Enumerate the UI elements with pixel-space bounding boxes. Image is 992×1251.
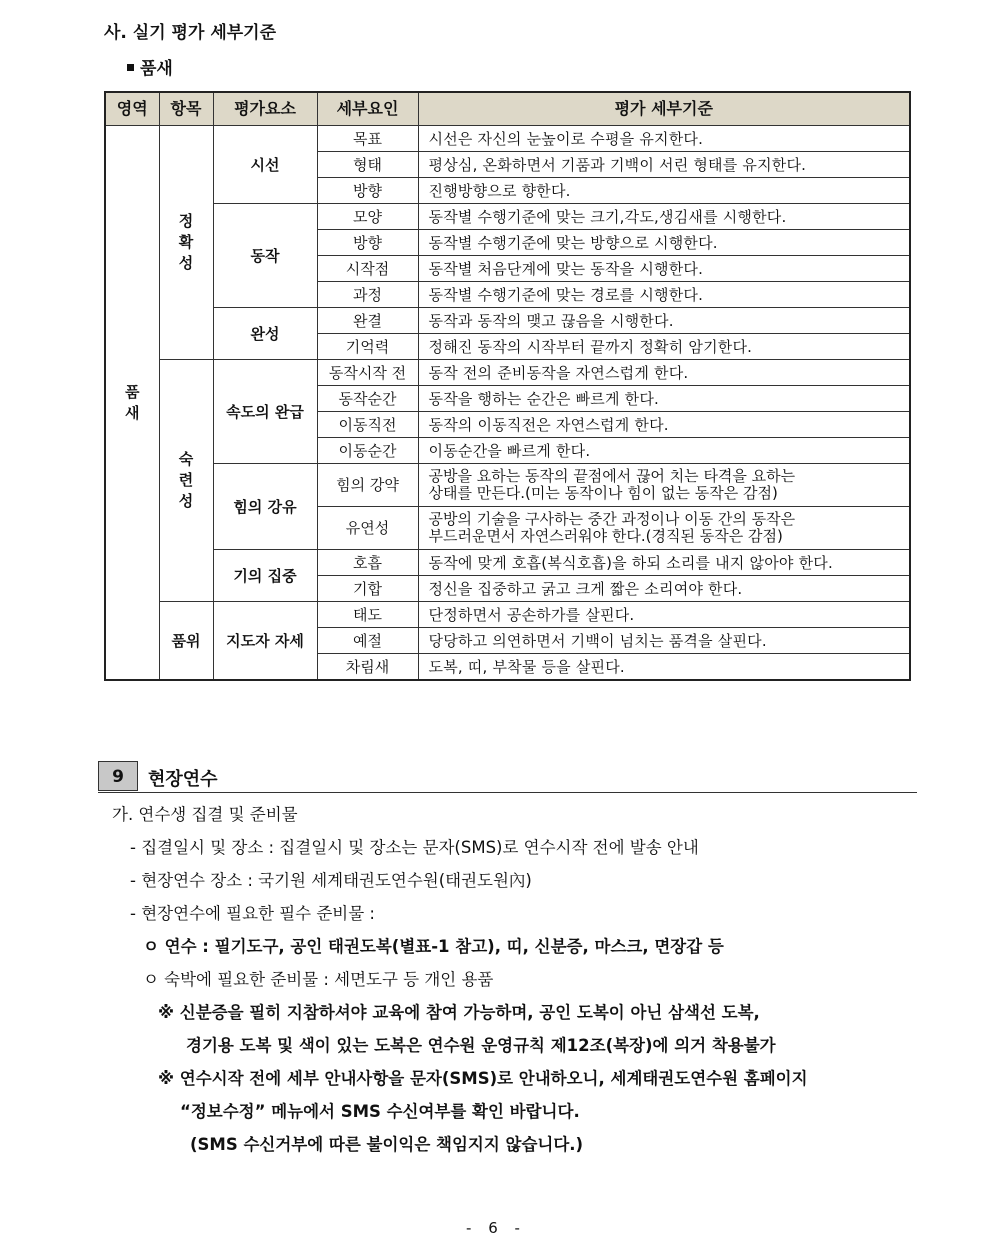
section-title: 사. 실기 평가 세부기준 bbox=[104, 23, 277, 43]
subtitle bbox=[127, 54, 173, 79]
header-factor: 세부요인 bbox=[317, 92, 418, 126]
section-9-header bbox=[98, 761, 917, 793]
factor-cell: 완결 bbox=[317, 308, 418, 334]
factor-cell: 예절 bbox=[317, 628, 418, 654]
subsection-heading: 가. 연수생 집결 및 준비물 bbox=[112, 805, 298, 824]
area-text: 품 새 bbox=[125, 382, 140, 422]
list-item: ㅇ 연수 : 필기도구, 공인 태권도복(별표-1 참고), 띠, 신분증, 마스크, 면장갑 등 bbox=[143, 937, 724, 956]
criterion-cell: 정해진 동작의 시작부터 끝까지 정확히 암기한다. bbox=[418, 334, 910, 360]
criterion-cell: 공방의 기술을 구사하는 중간 과정이나 이동 간의 동작은 부드러운면서 자연스러워야 한다.(경직된 동작은 감점) bbox=[418, 507, 910, 550]
factor-cell: 동작순간 bbox=[317, 386, 418, 412]
table-header-row bbox=[105, 92, 910, 126]
element-completion: 완성 bbox=[213, 308, 317, 360]
table-row bbox=[105, 308, 910, 334]
square-bullet-icon bbox=[127, 64, 134, 71]
criterion-cell: 공방을 요하는 동작의 끝점에서 끊어 치는 타격을 요하는 상태를 만든다.(미는 동작이나 힘이 없는 동작은 감점) bbox=[418, 464, 910, 507]
table-row bbox=[105, 360, 910, 386]
element-gaze: 시선 bbox=[213, 126, 317, 204]
criterion-cell: 동작별 수행기준에 맞는 경로를 시행한다. bbox=[418, 282, 910, 308]
factor-cell: 기합 bbox=[317, 576, 418, 602]
page-number: - 6 - bbox=[466, 1219, 526, 1237]
criterion-cell: 이동순간을 빠르게 한다. bbox=[418, 438, 910, 464]
factor-cell: 동작시작 전 bbox=[317, 360, 418, 386]
factor-cell: 힘의 강약 bbox=[317, 464, 418, 507]
item-dignity: 품위 bbox=[159, 602, 213, 681]
element-instructor: 지도자 자세 bbox=[213, 602, 317, 681]
factor-cell: 태도 bbox=[317, 602, 418, 628]
item-accuracy bbox=[159, 126, 213, 360]
table-row bbox=[105, 550, 910, 576]
criterion-cell: 동작에 맞게 호흡(복식호흡)을 하되 소리를 내지 않아야 한다. bbox=[418, 550, 910, 576]
table-row bbox=[105, 126, 910, 152]
subtitle-text: 품새 bbox=[140, 59, 173, 79]
list-item: ㅇ 숙박에 필요한 준비물 : 세면도구 등 개인 용품 bbox=[143, 970, 494, 989]
criterion-cell: 진행방향으로 향한다. bbox=[418, 178, 910, 204]
element-speed: 속도의 완급 bbox=[213, 360, 317, 464]
element-ki: 기의 집중 bbox=[213, 550, 317, 602]
item-proficiency bbox=[159, 360, 213, 602]
notice-line: (SMS 수신거부에 따른 불이익은 책임지지 않습니다.) bbox=[190, 1135, 584, 1154]
factor-cell: 호흡 bbox=[317, 550, 418, 576]
notice-line: 경기용 도복 및 색이 있는 도복은 연수원 운영규칙 제12조(복장)에 의거 착용불가 bbox=[186, 1036, 776, 1055]
item-proficiency-text: 숙 련 성 bbox=[178, 450, 194, 510]
list-item: - 현장연수에 필요한 필수 준비물 : bbox=[130, 904, 375, 923]
header-item: 항목 bbox=[159, 92, 213, 126]
notice-line: “정보수정” 메뉴에서 SMS 수신여부를 확인 바랍니다. bbox=[180, 1102, 580, 1121]
criterion-cell: 단정하면서 공손하가를 살핀다. bbox=[418, 602, 910, 628]
criterion-cell: 동작을 행하는 순간은 빠르게 한다. bbox=[418, 386, 910, 412]
section-9-title: 현장연수 bbox=[148, 769, 218, 790]
criterion-cell: 동작 전의 준비동작을 자연스럽게 한다. bbox=[418, 360, 910, 386]
list-item: - 집결일시 및 장소 : 집결일시 및 장소는 문자(SMS)로 연수시작 전에 발송 안내 bbox=[130, 838, 699, 857]
element-power: 힘의 강유 bbox=[213, 464, 317, 550]
item-accuracy-text: 정 확 성 bbox=[178, 212, 194, 272]
criterion-cell: 평상심, 온화하면서 기품과 기백이 서린 형태를 유지한다. bbox=[418, 152, 910, 178]
criterion-cell: 정신을 집중하고 굵고 크게 짧은 소리여야 한다. bbox=[418, 576, 910, 602]
table-row bbox=[105, 204, 910, 230]
criterion-cell: 시선은 자신의 눈높이로 수평을 유지한다. bbox=[418, 126, 910, 152]
factor-cell: 목표 bbox=[317, 126, 418, 152]
header-area: 영역 bbox=[105, 92, 159, 126]
factor-cell: 형태 bbox=[317, 152, 418, 178]
factor-cell: 기억력 bbox=[317, 334, 418, 360]
header-criterion: 평가 세부기준 bbox=[418, 92, 910, 126]
header-element: 평가요소 bbox=[213, 92, 317, 126]
criterion-cell: 동작별 수행기준에 맞는 크기,각도,생김새를 시행한다. bbox=[418, 204, 910, 230]
criterion-cell: 동작별 수행기준에 맞는 방향으로 시행한다. bbox=[418, 230, 910, 256]
criterion-cell: 당당하고 의연하면서 기백이 넘치는 품격을 살핀다. bbox=[418, 628, 910, 654]
element-motion: 동작 bbox=[213, 204, 317, 308]
factor-cell: 차림새 bbox=[317, 654, 418, 681]
notice-line: ※ 신분증을 필히 지참하셔야 교육에 참여 가능하며, 공인 도복이 아닌 삼색선 도복, bbox=[158, 1003, 760, 1022]
list-item: - 현장연수 장소 : 국기원 세계태권도연수원(태권도원內) bbox=[130, 871, 532, 890]
factor-cell: 방향 bbox=[317, 178, 418, 204]
factor-cell: 이동직전 bbox=[317, 412, 418, 438]
factor-cell: 과정 bbox=[317, 282, 418, 308]
area-cell bbox=[105, 126, 159, 681]
section-number-badge: 9 bbox=[98, 761, 138, 791]
evaluation-table bbox=[104, 91, 911, 681]
factor-cell: 모양 bbox=[317, 204, 418, 230]
factor-cell: 방향 bbox=[317, 230, 418, 256]
table-row bbox=[105, 602, 910, 628]
criterion-cell: 동작별 처음단계에 맞는 동작을 시행한다. bbox=[418, 256, 910, 282]
notice-line: ※ 연수시작 전에 세부 안내사항을 문자(SMS)로 안내하오니, 세계태권도연수원 홈페이지 bbox=[158, 1069, 808, 1088]
criterion-cell: 도복, 띠, 부착물 등을 살핀다. bbox=[418, 654, 910, 681]
table-row bbox=[105, 464, 910, 507]
criterion-cell: 동작과 동작의 맺고 끊음을 시행한다. bbox=[418, 308, 910, 334]
factor-cell: 시작점 bbox=[317, 256, 418, 282]
criterion-cell: 동작의 이동직전은 자연스럽게 한다. bbox=[418, 412, 910, 438]
factor-cell: 유연성 bbox=[317, 507, 418, 550]
factor-cell: 이동순간 bbox=[317, 438, 418, 464]
